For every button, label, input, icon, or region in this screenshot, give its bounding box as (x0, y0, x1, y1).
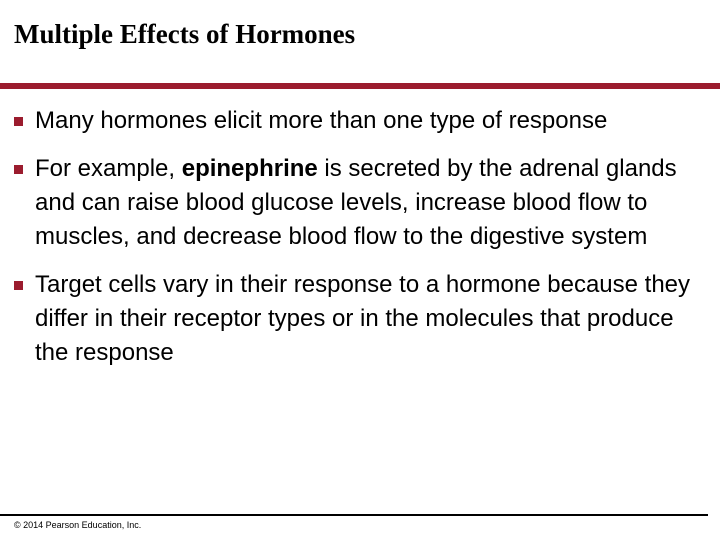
square-bullet-icon (14, 281, 23, 290)
bullet-text: Target cells vary in their response to a hormone because they differ in their receptor types or in the molecules that produce the response (35, 271, 691, 366)
bullet-item (14, 152, 710, 254)
bullet-text-emphasis: epinephrine (181, 155, 318, 182)
bullet-item (14, 268, 710, 370)
slide-title: Multiple Effects of Hormones (14, 19, 356, 49)
bullet-text: Many hormones elicit more than one type of response (35, 107, 608, 134)
bullet-text-lead: For example, (35, 155, 182, 182)
bullet-text-rest: is secreted by the adrenal glands and can raise blood glucose levels, increase blood flow to muscles, and decrease blood flow to the digestive system (35, 155, 677, 250)
footer-divider (0, 514, 708, 516)
title-divider (0, 83, 720, 89)
bullet-item (14, 104, 710, 138)
square-bullet-icon (14, 117, 23, 126)
bullet-list (14, 104, 710, 384)
copyright-footer: © 2014 Pearson Education, Inc. (14, 520, 142, 530)
square-bullet-icon (14, 165, 23, 174)
